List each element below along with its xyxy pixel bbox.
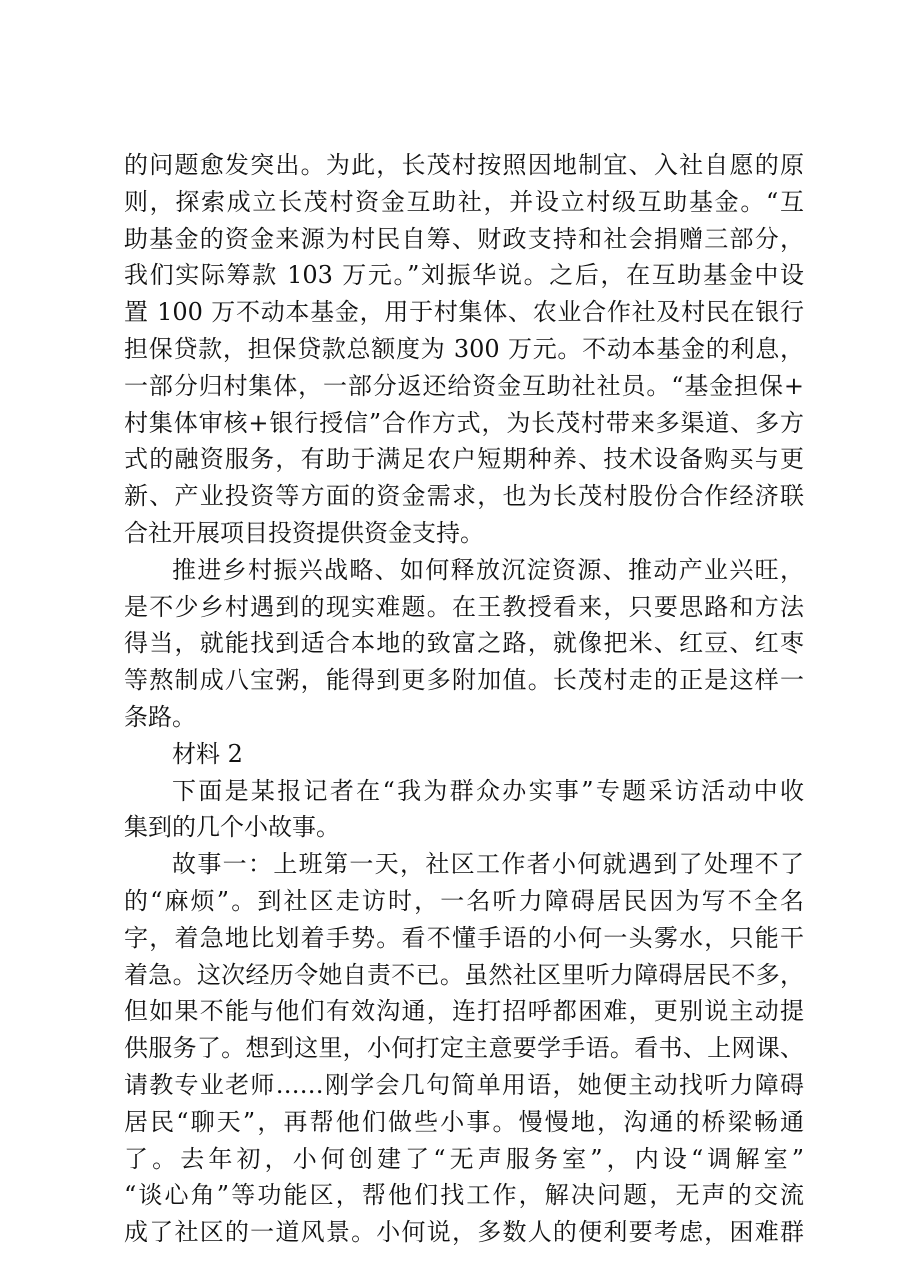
text-line: 式的融资服务，有助于满足农户短期种养、技术设备购买与更 bbox=[124, 445, 804, 474]
text-line: 供服务了。想到这里，小何打定主意要学手语。看书、上网课、 bbox=[124, 1034, 804, 1063]
text-line: 的“麻烦”。到社区走访时，一名听力障碍居民因为写不全名 bbox=[124, 886, 804, 915]
paragraph-start-line: 下面是某报记者在“我为群众办实事”专题采访活动中收 bbox=[172, 776, 804, 805]
text-line: 则，探索成立长茂村资金互助社，并设立村级互助基金。“互 bbox=[124, 187, 804, 216]
paragraph-start-line: 推进乡村振兴战略、如何释放沉淀资源、推动产业兴旺， bbox=[172, 555, 804, 584]
body-text bbox=[124, 147, 804, 1251]
text-line: 新、产业投资等方面的资金需求，也为长茂村股份合作经济联 bbox=[124, 482, 804, 511]
text-line: 我们实际筹款 103 万元。”刘振华说。之后，在互助基金中设 bbox=[124, 261, 804, 290]
text-line: 合社开展项目投资提供资金支持。 bbox=[124, 518, 484, 547]
text-line: 居民“聊天”，再帮他们做些小事。慢慢地，沟通的桥梁畅通 bbox=[124, 1107, 804, 1136]
text-line: 的问题愈发突出。为此，长茂村按照因地制宜、入社自愿的原 bbox=[124, 151, 804, 179]
text-line: 但如果不能与他们有效沟通，连打招呼都困难，更别说主动提 bbox=[124, 997, 804, 1026]
text-line: 是不少乡村遇到的现实难题。在王教授看来，只要思路和方法 bbox=[124, 592, 804, 621]
text-line: 一部分归村集体，一部分返还给资金互助社社员。“基金担保+ bbox=[124, 371, 804, 400]
text-line: 字，着急地比划着手势。看不懂手语的小何一头雾水，只能干 bbox=[124, 923, 804, 952]
text-line: 集到的几个小故事。 bbox=[124, 813, 340, 842]
text-line: 着急。这次经历令她自责不已。虽然社区里听力障碍居民不多， bbox=[124, 960, 804, 989]
text-line: 得当，就能找到适合本地的致富之路，就像把米、红豆、红枣 bbox=[124, 629, 804, 658]
text-line: 请教专业老师……刚学会几句简单用语，她便主动找听力障碍 bbox=[124, 1070, 804, 1099]
text-line: “谈心角”等功能区，帮他们找工作，解决问题，无声的交流 bbox=[124, 1181, 804, 1210]
text-line: 担保贷款，担保贷款总额度为 300 万元。不动本基金的利息， bbox=[124, 334, 804, 363]
text-line: 等熬制成八宝粥，能得到更多附加值。长茂村走的正是这样一 bbox=[124, 666, 804, 695]
text-line: 成了社区的一道风景。小何说，多数人的便利要考虑，困难群 bbox=[124, 1218, 804, 1247]
text-line: 助基金的资金来源为村民自筹、财政支持和社会捐赠三部分， bbox=[124, 224, 804, 253]
section-heading: 材料 2 bbox=[172, 739, 243, 768]
text-line: 条路。 bbox=[124, 702, 196, 731]
paragraph-start-line: 故事一：上班第一天，社区工作者小何就遇到了处理不了 bbox=[172, 850, 804, 879]
text-line: 村集体审核+银行授信”合作方式，为长茂村带来多渠道、多方 bbox=[124, 408, 804, 437]
text-line: 了。去年初，小何创建了“无声服务室”，内设“调解室” bbox=[124, 1144, 804, 1173]
text-line: 置 100 万不动本基金，用于村集体、农业合作社及村民在银行 bbox=[124, 298, 804, 327]
